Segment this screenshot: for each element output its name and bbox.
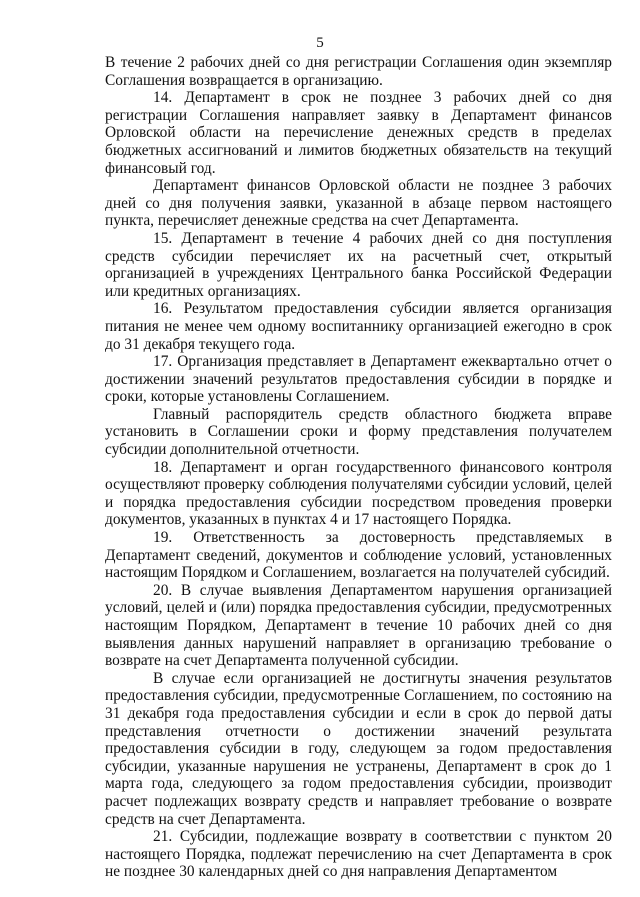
paragraph-item-17: 17. Организация представляет в Департамент ежеквартально отчет о достижении значений результатов предоставления субсидии в порядке и сроки, которые установлены Соглашением. (105, 353, 612, 406)
paragraph-item-18: 18. Департамент и орган государственного финансового контроля осуществляют проверку соблюдения получателями субсидии условий, целей и порядка предоставления субсидии посредством проведения проверки документов, указанных в пунктах 4 и 17 настоящего Порядка. (105, 458, 612, 529)
paragraph-additional-reporting: Главный распорядитель средств областного бюджета вправе установить в Соглашении сроки и форму представления получателем субсидии дополнительной отчетности. (105, 405, 612, 459)
paragraph-results-not-achieved: В случае если организацией не достигнуты значения результатов предоставления субсидии, предусмотренные Соглашением, по состоянию на 31 декабря года предоставления субсидии и если в срок до первой даты представления отчетности о достижении значений результата предоставления субсидии в году, следующем за годом предоставления субсидии, указанные нарушения не устранены, Департамент в срок до 1 марта года, следующего за годом предоставления субсидии, производит расчет подлежащих возврату средств и направляет требование о возврате средств на счет Департамента. (105, 669, 612, 828)
paragraph-item-20: 20. В случае выявления Департаментом нарушения организацией условий, целей и (или) порядка предоставления субсидии, предусмотренных настоящим Порядком, Департамент в течение 10 рабочих дней со дня выявления данных нарушений направляет в организацию требование о возврате на счет Департамента полученной субсидии. (105, 581, 612, 670)
paragraph-item-16: 16. Результатом предоставления субсидии является организация питания не менее чем одному воспитаннику организацией ежегодно в срок до 31 декабря текущего года. (105, 300, 612, 353)
paragraph-item-21: 21. Субсидии, подлежащие возврату в соответствии с пунктом 20 настоящего Порядка, подлежат перечислению на счет Департамента в срок не позднее 30 календарных дней со дня направления Департаментом (105, 828, 612, 881)
paragraph-item-14: 14. Департамент в срок не позднее 3 рабочих дней со дня регистрации Соглашения направляет заявку в Департамент финансов Орловской области на перечисление денежных средств в пределах бюджетных ассигнований и лимитов бюджетных обязательств на текущий финансовый год. (105, 89, 612, 177)
paragraph-item-15: 15. Департамент в течение 4 рабочих дней со дня поступления средств субсидии перечисляет их на расчетный счет, открытый организацией в учреждениях Центрального банка Российской Федерации или кредитных организациях. (105, 229, 612, 300)
paragraph-continuation: В течение 2 рабочих дней со дня регистрации Соглашения один экземпляр Соглашения возвращается в организацию. (105, 54, 612, 89)
paragraph-finance-department: Департамент финансов Орловской области не позднее 3 рабочих дней со дня получения заявки, указанной в абзаце первом настоящего пункта, перечисляет денежные средства на счет Департамента. (105, 177, 612, 230)
paragraph-item-19: 19. Ответственность за достоверность представляемых в Департамент сведений, документов и соблюдение условий, установленных настоящим Порядком и Соглашением, возлагается на получателей субсидий. (105, 529, 612, 582)
page-number: 5 (316, 35, 324, 51)
document-body (105, 54, 612, 881)
